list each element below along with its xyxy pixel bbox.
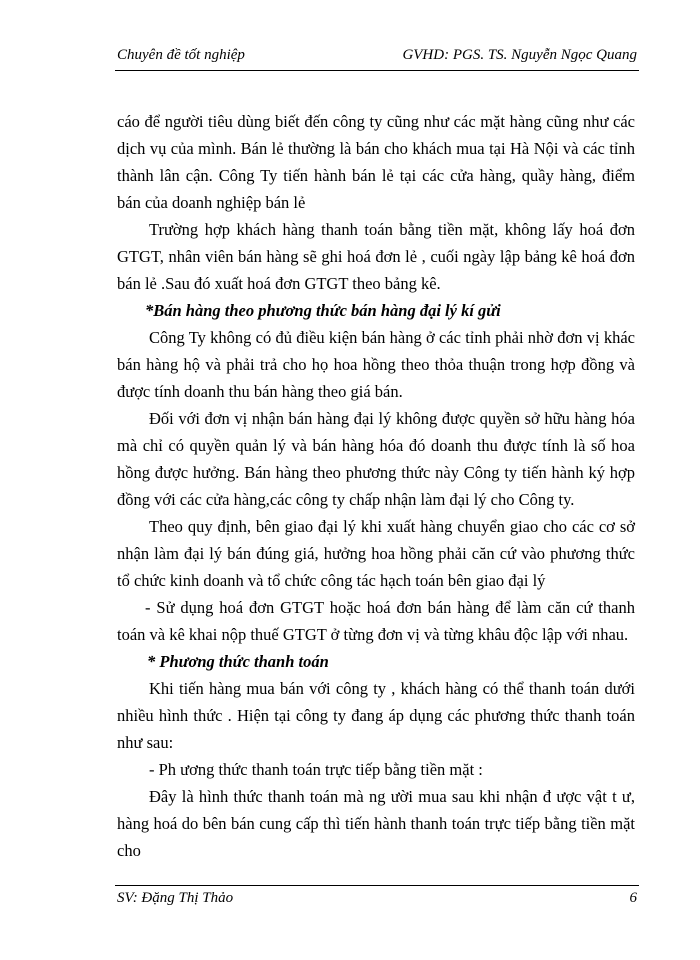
page-number: 6 [629, 890, 637, 906]
paragraph: Theo quy định, bên giao đại lý khi xuất hàng chuyển giao cho các cơ sở nhận làm đại lý bán đúng giá, hưởng hoa hồng phải căn cứ vào phương thức tổ chức kinh doanh và tổ chức công tác hạch toán bên giao đại lý [117, 517, 635, 590]
footer-student: SV: Đặng Thị Thảo [117, 890, 234, 906]
page-header [117, 44, 637, 68]
paragraph: - Ph ương thức thanh toán trực tiếp bằng tiền mặt : [149, 760, 483, 779]
section-heading: *Bán hàng theo phương thức bán hàng đại lý kí gửi [145, 301, 501, 320]
page-body [117, 108, 635, 864]
paragraph: cáo để người tiêu dùng biết đến công ty cũng như các mặt hàng cũng như các dịch vụ của mình. Bán lẻ thường là bán cho khách mua tại Hà Nội và các tỉnh thành lân cận. Công Ty tiến hành bán lẻ tại các cửa hàng, quầy hàng, điểm bán của doanh nghiệp bán lẻ [117, 112, 635, 212]
paragraph: Khi tiến hàng mua bán với công ty , khách hàng có thể thanh toán dưới nhiều hình thức . Hiện tại công ty đang áp dụng các phương thức thanh toán như sau: [117, 679, 635, 752]
paragraph: Trường hợp khách hàng thanh toán bằng tiền mặt, không lấy hoá đơn GTGT, nhân viên bán hàng sẽ ghi hoá đơn lẻ , cuối ngày lập bảng kê hoá đơn bán lẻ .Sau đó xuất hoá đơn GTGT theo bảng kê. [117, 220, 635, 293]
paragraph: Đây là hình thức thanh toán mà ng ười mua sau khi nhận đ ược vật t ư, hàng hoá do bên bán cung cấp thì tiến hành thanh toán trực tiếp bằng tiền mặt cho [117, 787, 635, 860]
page-footer [117, 888, 637, 912]
header-document-title: Chuyên đề tốt nghiệp [117, 47, 245, 63]
bullet-item: - Sử dụng hoá đơn GTGT hoặc hoá đơn bán hàng để làm căn cứ thanh toán và kê khai nộp thuế GTGT ở từng đơn vị và từng khâu độc lập với nhau. [117, 598, 635, 644]
section-heading: * Phương thức thanh toán [147, 652, 329, 671]
paragraph: Công Ty không có đủ điều kiện bán hàng ở các tỉnh phải nhờ đơn vị khác bán hàng hộ và phải trả cho họ hoa hồng theo thỏa thuận trong hợp đồng và được tính doanh thu bán hàng theo giá bán. [117, 328, 635, 401]
paragraph: Đối với đơn vị nhận bán hàng đại lý không được quyền sở hữu hàng hóa mà chỉ có quyền quản lý và bán hàng hóa đó doanh thu được tính là số hoa hồng được hưởng. Bán hàng theo phương thức này Công ty tiến hành ký hợp đồng với các cửa hàng,các công ty chấp nhận làm đại lý cho Công ty. [117, 409, 635, 509]
header-advisor: GVHD: PGS. TS. Nguyễn Ngọc Quang [402, 47, 637, 63]
header-divider [115, 70, 639, 71]
footer-divider [115, 885, 639, 886]
